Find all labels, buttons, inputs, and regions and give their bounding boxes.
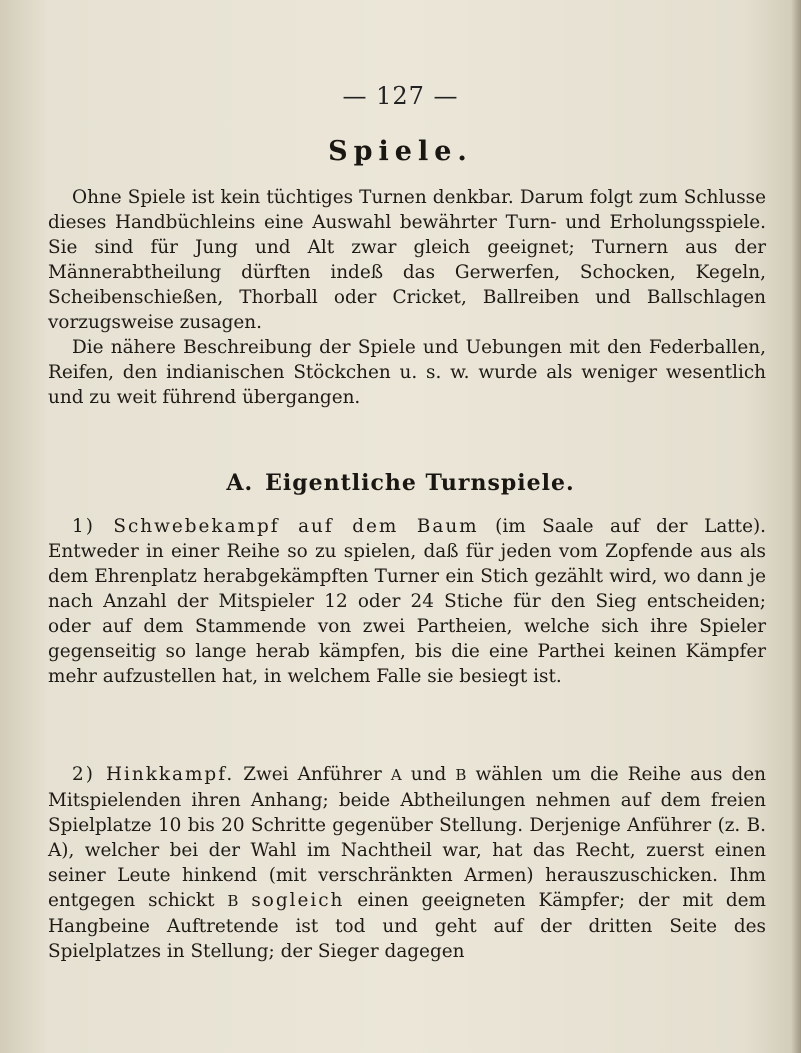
subsection-heading bbox=[0, 470, 801, 496]
second-paragraph bbox=[48, 335, 766, 410]
item-text-c: wählen um die Reihe aus den Mitspielenden ihren Anhang; beide Abtheilungen nehmen auf dem freien Spielplatze 10 bis 20 Schritte gegenüber Stellung. Derjenige Anführer (z. B. A), welcher bei der Wahl im Nachtheil war, hat das Recht, zuerst einen seiner Leute hinkend (mit verschränkten Armen) herauszuschicken. Ihm entgegen schickt bbox=[48, 764, 766, 911]
item-text-e: einen geeigneten Kämpfer; der mit dem Hangbeine Auftretende ist tod und geht auf der dritten Seite des Spielplatzes in Stellung; der Sieger dagegen bbox=[48, 890, 766, 962]
intro-text: Ohne Spiele ist kein tüchtiges Turnen denkbar. Darum folgt zum Schlusse dieses Handbüchleins eine Auswahl bewährter Turn- und Erholungsspiele. Sie sind für Jung und Alt zwar gleich geeignet; Turnern aus der Männerabtheilung dürften indeß das Gerwerfen, Schocken, Kegeln, Scheibenschießen, Thorball oder Cricket, Ballreiben und Ballschlagen vorzugsweise zusagen. bbox=[48, 187, 766, 333]
subsection-letter: A. bbox=[226, 470, 254, 496]
leader-b-second: B bbox=[227, 892, 239, 910]
leader-a: A bbox=[390, 766, 402, 784]
item-text-b: und bbox=[410, 764, 447, 785]
leader-b: B bbox=[455, 766, 467, 784]
intro-paragraph bbox=[48, 185, 766, 335]
item-schwebekampf bbox=[48, 514, 766, 689]
item-text-a: Zwei Anführer bbox=[243, 764, 382, 785]
item-hinkkampf bbox=[48, 762, 766, 964]
item-text-d: sogleich bbox=[251, 890, 345, 911]
second-text: Die nähere Beschreibung der Spiele und Uebungen mit den Federballen, Reifen, den indianischen Stöckchen u. s. w. wurde als weniger wesentlich und zu weit führend übergangen. bbox=[48, 337, 766, 408]
page-number: — 127 — bbox=[342, 82, 459, 110]
item-title: 2) Hinkkampf. bbox=[72, 764, 235, 785]
section-title: Spiele. bbox=[328, 136, 473, 167]
item-title: 1) Schwebekampf auf dem Baum bbox=[72, 516, 479, 537]
item-text: (im Saale auf der Latte). Entweder in einer Reihe so zu spielen, daß für jeden vom Zopfende aus als dem Ehrenplatz herabgekämpften Turner ein Stich gezählt wird, wo dann je nach Anzahl der Mitspieler 12 oder 24 Stiche für den Sieg entscheiden; oder auf dem Stammende von zwei Partheien, welche sich ihre Spieler gegenseitig so lange herab kämpfen, bis die eine Parthei keinen Kämpfer mehr aufzustellen hat, in welchem Falle sie besiegt ist. bbox=[48, 516, 766, 687]
subsection-title: Eigentliche Turnspiele. bbox=[265, 470, 575, 496]
